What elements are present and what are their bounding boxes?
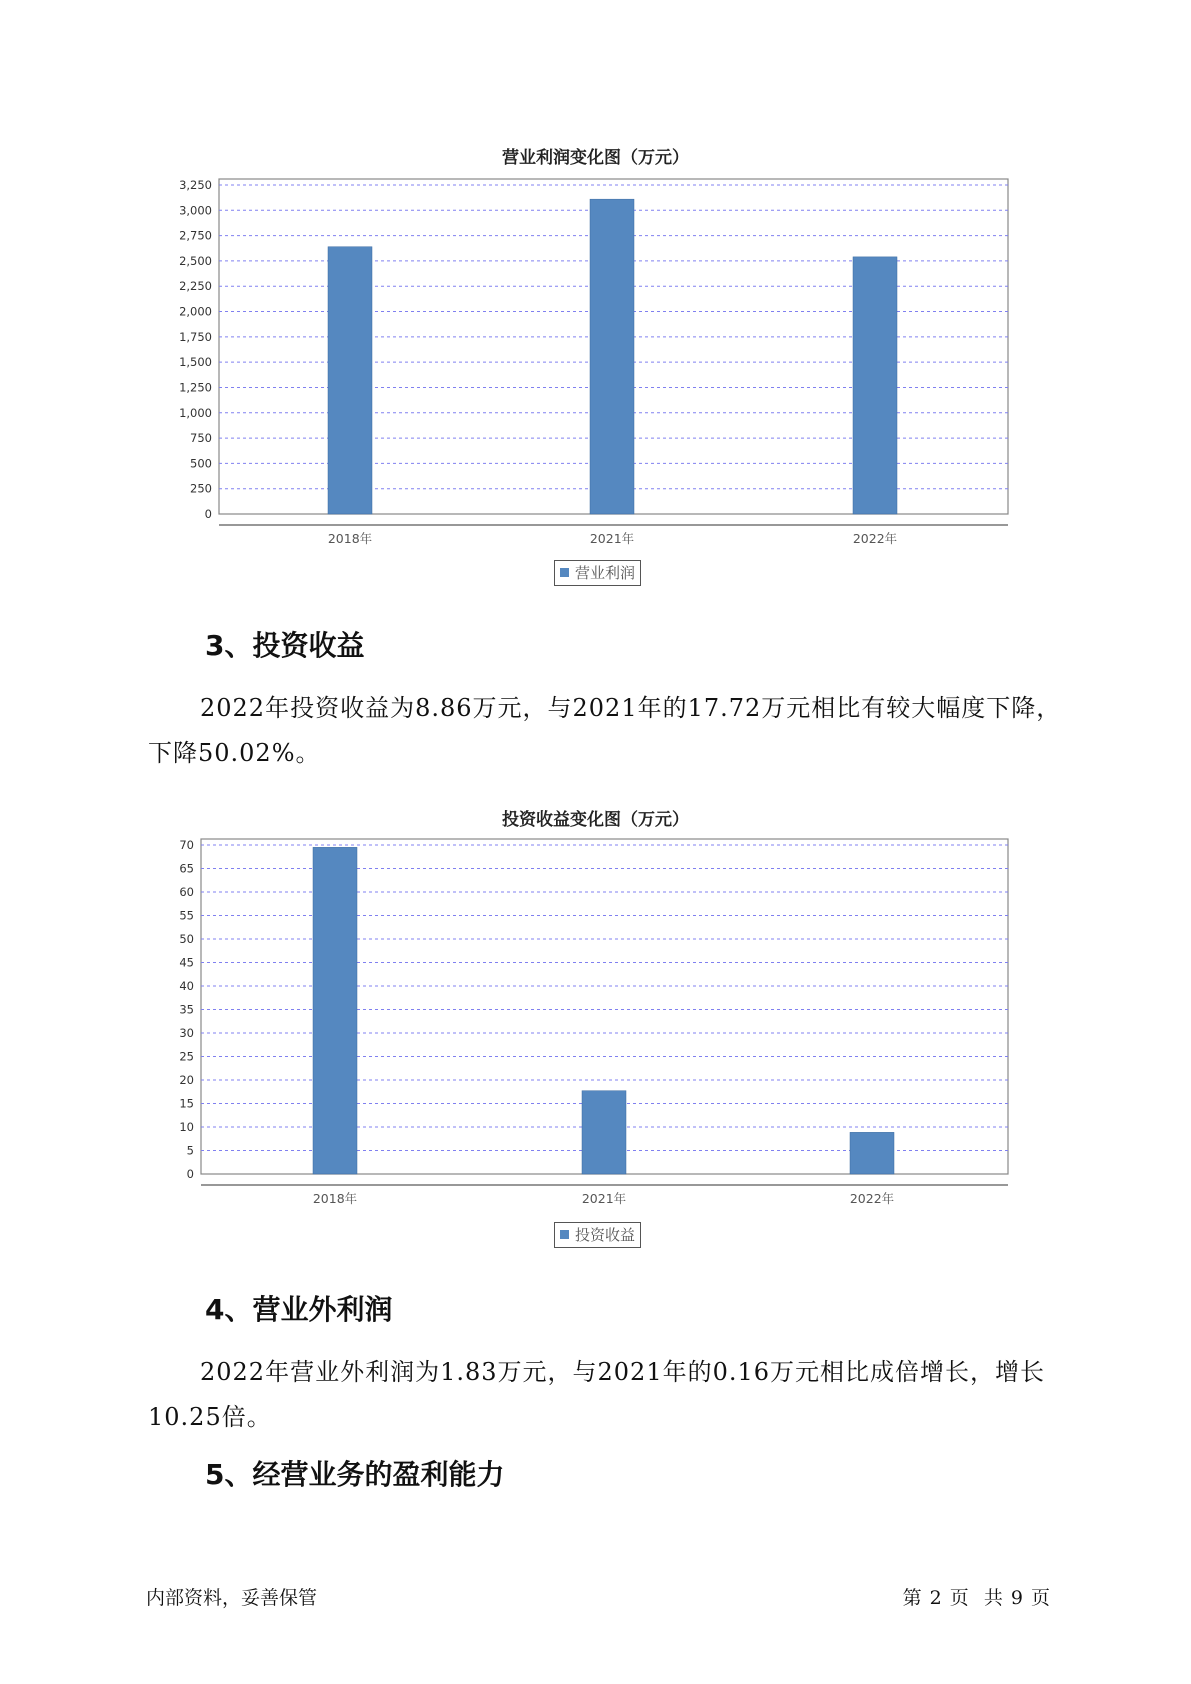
y-tick-label: 30 bbox=[179, 1026, 194, 1040]
bar-2018年 bbox=[313, 847, 357, 1174]
section-paragraph-non-operating-profit: 2022年营业外利润为1.83万元，与2021年的0.16万元相比成倍增长，增长10.25倍。 bbox=[148, 1358, 1046, 1431]
y-tick-label: 750 bbox=[190, 431, 212, 446]
y-tick-label: 500 bbox=[190, 456, 212, 471]
y-tick-label: 2,000 bbox=[179, 304, 212, 319]
chart-legend-investment-income bbox=[554, 1222, 641, 1248]
x-category-label: 2021年 bbox=[589, 531, 635, 546]
bar-2022年 bbox=[850, 1132, 894, 1174]
y-tick-label: 2,750 bbox=[179, 228, 212, 243]
bar-2021年 bbox=[582, 1091, 626, 1174]
legend-label: 营业利润 bbox=[575, 564, 636, 582]
y-tick-label: 1,500 bbox=[179, 355, 212, 370]
footer-page-number: 第 2 页 共 9 页 bbox=[902, 1587, 1051, 1609]
x-category-label: 2021年 bbox=[581, 1191, 627, 1206]
y-tick-label: 45 bbox=[179, 955, 194, 970]
legend-swatch bbox=[560, 1230, 569, 1239]
y-tick-label: 70 bbox=[179, 838, 194, 852]
y-tick-label: 250 bbox=[190, 481, 212, 496]
x-category-label: 2018年 bbox=[327, 531, 373, 546]
y-tick-label: 10 bbox=[179, 1120, 194, 1134]
y-tick-label: 35 bbox=[179, 1002, 194, 1017]
x-category-label: 2018年 bbox=[312, 1191, 358, 1206]
section-heading-investment-income: 3、投资收益 bbox=[205, 629, 365, 662]
y-tick-label: 20 bbox=[179, 1073, 194, 1087]
y-tick-label: 2,500 bbox=[179, 253, 212, 268]
y-tick-label: 3,250 bbox=[179, 178, 212, 192]
y-tick-label: 1,750 bbox=[179, 329, 212, 344]
y-tick-label: 0 bbox=[204, 507, 212, 521]
section-heading-business-profitability: 5、经营业务的盈利能力 bbox=[205, 1458, 505, 1491]
chart-title-operating-profit: 营业利润变化图（万元） bbox=[502, 148, 689, 168]
y-tick-label: 1,250 bbox=[179, 380, 212, 395]
y-tick-label: 50 bbox=[179, 932, 194, 946]
x-category-label: 2022年 bbox=[849, 1191, 895, 1206]
section-paragraph-investment-income: 2022年投资收益为8.86万元，与2021年的17.72万元相比有较大幅度下降，下降50.02%。 bbox=[148, 694, 1062, 767]
y-tick-label: 1,000 bbox=[179, 405, 212, 420]
chart-title-investment-income: 投资收益变化图（万元） bbox=[502, 810, 689, 830]
y-tick-label: 55 bbox=[179, 908, 194, 923]
y-tick-label: 3,000 bbox=[179, 203, 212, 218]
section-heading-non-operating-profit: 4、营业外利润 bbox=[205, 1293, 393, 1326]
y-tick-label: 65 bbox=[179, 861, 194, 876]
y-tick-label: 25 bbox=[179, 1049, 194, 1064]
footer-confidential-note: 内部资料，妥善保管 bbox=[146, 1587, 318, 1609]
y-tick-label: 0 bbox=[186, 1167, 194, 1181]
y-tick-label: 5 bbox=[186, 1143, 194, 1158]
legend-label: 投资收益 bbox=[575, 1226, 636, 1244]
y-tick-label: 2,250 bbox=[179, 279, 212, 294]
x-category-label: 2022年 bbox=[852, 531, 898, 546]
y-tick-label: 60 bbox=[179, 885, 194, 899]
y-tick-label: 15 bbox=[179, 1096, 194, 1111]
y-tick-label: 40 bbox=[179, 979, 194, 993]
